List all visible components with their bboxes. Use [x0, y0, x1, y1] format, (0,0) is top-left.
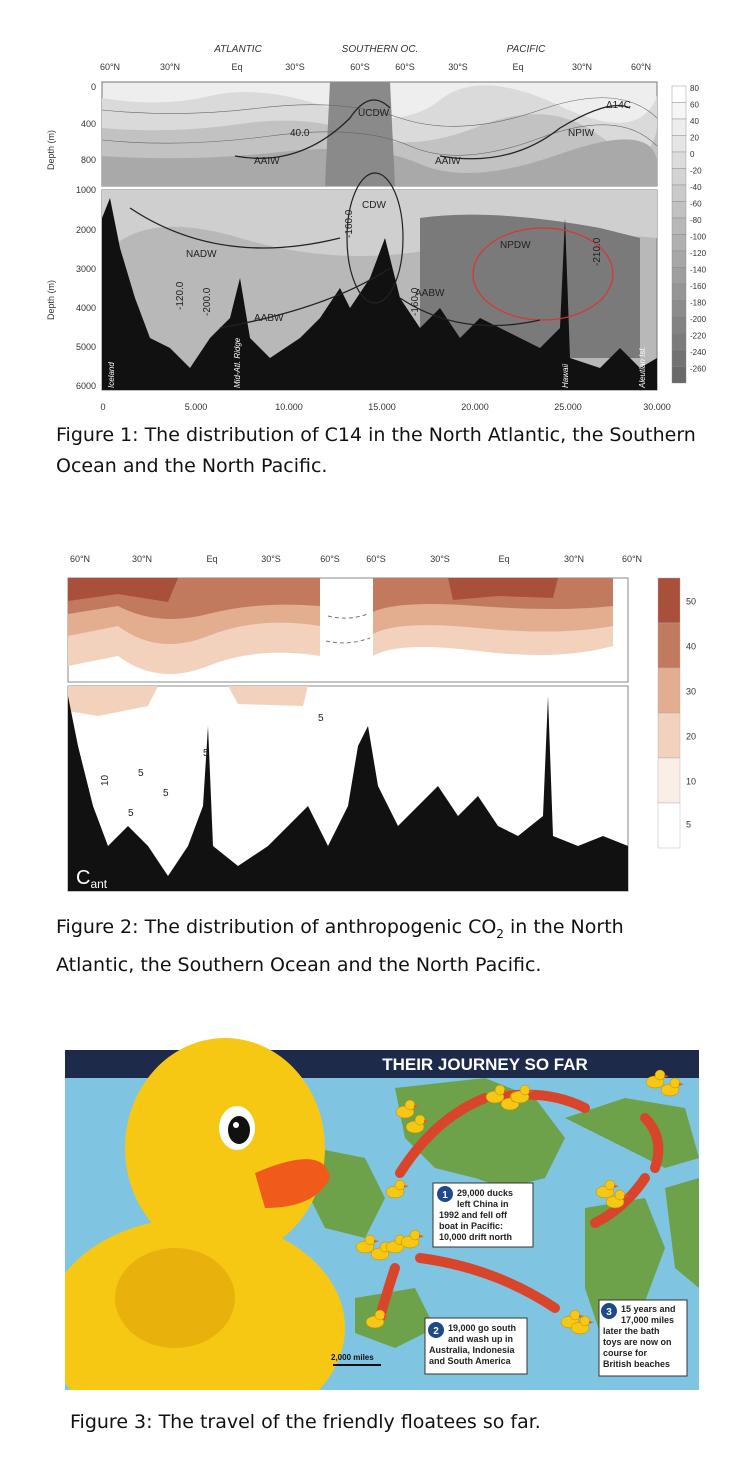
callout-line: and wash up in — [448, 1334, 514, 1344]
scale-tick: -160 — [690, 282, 707, 291]
scale-tick: -20 — [690, 166, 702, 176]
lower-panel — [68, 686, 628, 891]
depth-tick: 2000 — [75, 225, 96, 235]
contour-label: 5 — [318, 713, 324, 724]
scale-swatch — [672, 350, 686, 367]
place-label: Iceland — [107, 362, 116, 388]
callout-1 — [433, 1183, 533, 1247]
callout-number: 1 — [442, 1190, 448, 1201]
latitude-ticks — [100, 62, 651, 72]
callout-line: toys are now on — [603, 1337, 672, 1347]
lat-tick: 60°N — [630, 62, 652, 72]
scale-swatch — [672, 152, 686, 169]
scale-tick: -60 — [690, 199, 702, 209]
figure3-infographic — [65, 1028, 699, 1390]
callout-line: course for — [603, 1348, 648, 1358]
contour-label: 40.0 — [290, 128, 310, 139]
scale-tick: -260 — [690, 364, 707, 374]
lat-tick: 60°N — [69, 554, 91, 564]
lat-tick: Eq — [512, 62, 524, 72]
depth-tick: 1000 — [75, 185, 96, 195]
figure2-color-scale — [658, 578, 696, 848]
figure2-caption — [56, 912, 624, 981]
depth-tick: 5000 — [75, 342, 96, 352]
scale-tick: 40 — [686, 641, 697, 652]
scale-tick: -220 — [690, 331, 707, 341]
scale-swatch — [658, 578, 680, 623]
figure1-color-scale — [672, 84, 707, 383]
lat-tick: 30°S — [430, 554, 450, 564]
lat-tick: 30°N — [563, 554, 585, 564]
distance-ticks — [100, 402, 670, 412]
contour-label: -160.0 — [410, 287, 421, 316]
depth-axis-label-top: Depth (m) — [46, 129, 56, 171]
latitude-ticks — [70, 554, 642, 564]
lat-tick: 60°N — [99, 62, 121, 72]
figure2-caption-line: Figure 2: The distribution of anthropogenic $CO_2$ in the North — [56, 916, 624, 941]
scale-tick: 60 — [690, 100, 699, 110]
callout-line: later the bath — [603, 1326, 660, 1336]
figure1-caption-line: Figure 1: The distribution of C14 in the North Atlantic, the Southern — [56, 424, 696, 446]
scale-swatch — [672, 334, 686, 351]
lat-tick: 30°N — [131, 554, 153, 564]
contour-label: 5 — [203, 748, 209, 759]
figure2-chart — [58, 546, 708, 898]
callout-line: 15 years and — [621, 1304, 676, 1314]
callout-line: 1992 and fell off — [439, 1210, 508, 1220]
depth-tick: 0 — [90, 82, 96, 92]
scale-swatch — [672, 202, 686, 219]
callout-line: Australia, Indonesia — [429, 1345, 515, 1355]
scale-swatch — [672, 103, 686, 120]
water-mass-label: AAIW — [435, 156, 461, 167]
scale-swatch — [672, 301, 686, 318]
scale-swatch — [672, 218, 686, 235]
callout-line: 29,000 ducks — [457, 1188, 514, 1198]
water-mass-label: NPIW — [568, 128, 595, 139]
ocean-label-pacific: PACIFIC — [506, 44, 546, 55]
scale-tick: 50 — [686, 596, 697, 607]
scale-swatch — [672, 86, 686, 103]
scale-tick: -80 — [690, 216, 702, 225]
depth-tick: 6000 — [75, 381, 96, 391]
figure1-chart — [40, 38, 715, 416]
scale-tick: -240 — [690, 348, 707, 357]
scale-tick: -100 — [690, 232, 707, 242]
scale-swatch — [672, 317, 686, 334]
contour-label: 5 — [128, 808, 134, 819]
contour-label: 5 — [138, 768, 144, 779]
contour-label: -210.0 — [592, 237, 603, 266]
lat-tick: Eq — [231, 62, 243, 72]
delta-c14-label: Δ14C — [606, 100, 632, 111]
scale-swatch — [672, 136, 686, 153]
scale-swatch — [672, 251, 686, 268]
distance-tick: 10.000 — [275, 402, 303, 412]
lat-tick: 30°N — [571, 62, 593, 72]
distance-tick: 20.000 — [461, 402, 489, 412]
scale-tick: 20 — [686, 731, 697, 742]
contour-label: -200.0 — [202, 287, 213, 316]
water-mass-label: CDW — [362, 200, 386, 211]
lat-tick: 60°S — [395, 62, 415, 72]
callout-3 — [599, 1300, 687, 1376]
scale-swatch — [658, 713, 680, 758]
depth-tick: 4000 — [75, 303, 96, 313]
figure2-caption-line: Atlantic, the Southern Ocean and the North Pacific. — [56, 953, 542, 976]
callout-number: 3 — [606, 1307, 612, 1318]
upper-panel — [68, 578, 628, 682]
callout-line: 19,000 go south — [448, 1323, 517, 1333]
cant-label: $C_{ant}$ — [76, 867, 108, 891]
banner-title: THEIR JOURNEY SO FAR — [382, 1055, 588, 1074]
contour-label: 10 — [100, 774, 111, 786]
scale-tick: 40 — [690, 117, 699, 126]
callout-line: 10,000 drift north — [439, 1232, 513, 1242]
distance-tick: 5.000 — [184, 402, 208, 412]
lat-tick: 30°S — [448, 62, 468, 72]
water-mass-label: AABW — [415, 288, 445, 299]
water-mass-label: AAIW — [254, 156, 280, 167]
map-scale-label: 2,000 miles — [331, 1353, 374, 1362]
ocean-label-southern: SOUTHERN OC. — [341, 44, 419, 55]
callout-line: British beaches — [603, 1359, 671, 1369]
lat-tick: 30°S — [285, 62, 305, 72]
scale-swatch — [672, 169, 686, 186]
contour-label: 5 — [163, 788, 169, 799]
distance-tick: 15.000 — [368, 402, 396, 412]
depth-ticks — [76, 82, 96, 391]
depth-axis-label-bottom: Depth (m) — [46, 279, 56, 321]
callout-2 — [425, 1318, 527, 1374]
scale-swatch — [658, 623, 680, 668]
scale-swatch — [672, 185, 686, 202]
duck-eye — [228, 1116, 250, 1144]
scale-tick: 30 — [686, 686, 697, 697]
callout-line: boat in Pacific: — [439, 1221, 504, 1231]
scale-swatch — [658, 668, 680, 713]
callout-line: left China in — [457, 1199, 509, 1209]
water-mass-label: NADW — [186, 249, 217, 260]
callout-line: and South America — [429, 1356, 511, 1366]
scale-tick: 10 — [686, 776, 697, 787]
water-mass-label: UCDW — [358, 108, 390, 119]
water-mass-label: NPDW — [500, 240, 531, 251]
depth-tick: 800 — [80, 155, 96, 165]
distance-tick: 30.000 — [643, 402, 671, 412]
lat-tick: 30°S — [261, 554, 281, 564]
scale-swatch — [672, 268, 686, 285]
scale-swatch — [658, 803, 680, 848]
scale-swatch — [672, 119, 686, 136]
lat-tick: 60°N — [621, 554, 643, 564]
distance-tick: 25.000 — [554, 402, 582, 412]
place-label: Mid-Atl. Ridge — [233, 337, 242, 388]
ocean-label-atlantic: ATLANTIC — [214, 44, 262, 55]
scale-tick: -140 — [690, 265, 707, 275]
lat-tick: 60°S — [350, 62, 370, 72]
scale-tick: -40 — [690, 183, 702, 192]
figure1-caption-line: Ocean and the North Pacific. — [56, 455, 328, 477]
water-mass-label: AABW — [254, 313, 284, 324]
figure3-caption: Figure 3: The travel of the friendly floatees so far. — [70, 1411, 541, 1433]
figure1-caption — [56, 420, 696, 482]
scale-swatch — [658, 758, 680, 803]
callout-line: 17,000 miles — [621, 1315, 675, 1325]
contour-label: -160.0 — [344, 209, 355, 238]
scale-swatch — [672, 367, 686, 384]
lat-tick: 60°S — [366, 554, 386, 564]
scale-tick: -180 — [690, 298, 707, 308]
place-label: Aleutian Isl. — [638, 346, 647, 388]
scale-tick: 80 — [690, 84, 699, 93]
lat-tick: Eq — [498, 554, 510, 564]
distance-tick: 0 — [100, 402, 106, 412]
contour-label: -120.0 — [175, 281, 186, 310]
scale-tick: 5 — [686, 819, 692, 830]
scale-tick: -200 — [690, 315, 707, 324]
lat-tick: 30°N — [159, 62, 181, 72]
callout-number: 2 — [433, 1326, 439, 1337]
place-label: Hawaii — [561, 363, 570, 388]
lat-tick: 60°S — [320, 554, 340, 564]
scale-tick: 0 — [690, 150, 695, 159]
scale-swatch — [672, 284, 686, 301]
scale-tick: -120 — [690, 249, 707, 258]
scale-tick: 20 — [690, 133, 699, 143]
lat-tick: Eq — [206, 554, 218, 564]
depth-tick: 400 — [80, 119, 96, 129]
depth-tick: 3000 — [75, 264, 96, 274]
scale-swatch — [672, 235, 686, 252]
